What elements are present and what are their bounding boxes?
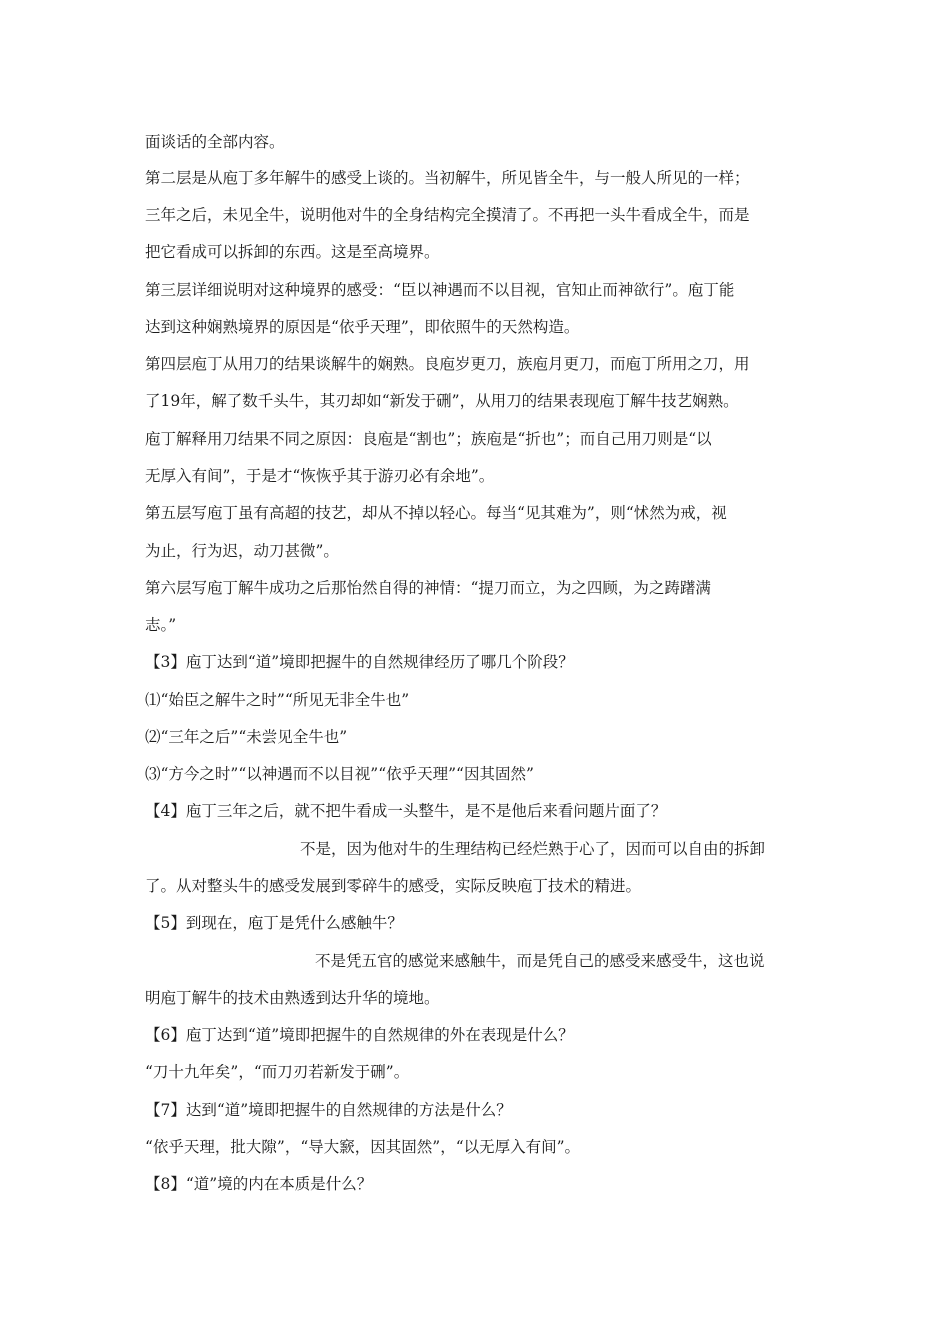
question-heading: 【3】庖丁达到“道”境即把握牛的自然规律经历了哪几个阶段？ bbox=[145, 653, 574, 671]
text-line: ⑴“始臣之解牛之时”“所见无非全牛也” bbox=[145, 691, 410, 709]
text-line: 面谈话的全部内容。 bbox=[145, 133, 285, 151]
answer-line: 了。从对整头牛的感受发展到零碎牛的感受，实际反映庖丁技术的精进。 bbox=[145, 877, 642, 895]
answer-line: 明庖丁解牛的技术由熟透到达升华的境地。 bbox=[145, 989, 440, 1007]
answer-line: “依乎天理，批大隙”，“导大窾，因其固然”，“以无厚入有间”。 bbox=[145, 1138, 581, 1156]
text-line: ⑵“三年之后”“未尝见全牛也” bbox=[145, 728, 348, 746]
text-line: 三年之后，未见全牛，说明他对牛的全身结构完全摸清了。不再把一头牛看成全牛，而是 bbox=[145, 206, 750, 224]
text-line: 第五层写庖丁虽有高超的技艺，却从不掉以轻心。每当“见其难为”，则“怵然为戒，视 bbox=[145, 504, 727, 522]
text-line: 了19年，解了数千头牛，其刃却如“新发于硎”，从用刀的结果表现庖丁解牛技艺娴熟。 bbox=[145, 392, 739, 410]
question-heading: 【4】庖丁三年之后，就不把牛看成一头整牛，是不是他后来看问题片面了？ bbox=[145, 802, 667, 820]
answer-line: “刀十九年矣”，“而刀刃若新发于硎”。 bbox=[145, 1063, 410, 1081]
answer-line: 不是，因为他对牛的生理结构已经烂熟于心了，因而可以自由的拆卸 bbox=[300, 840, 766, 858]
question-heading: 【8】“道”境的内在本质是什么？ bbox=[145, 1175, 373, 1193]
text-line: 第三层详细说明对这种境界的感受：“臣以神遇而不以目视，官知止而神欲行”。庖丁能 bbox=[145, 281, 735, 299]
text-line: 第四层庖丁从用刀的结果谈解牛的娴熟。良庖岁更刀，族庖月更刀，而庖丁所用之刀，用 bbox=[145, 355, 750, 373]
answer-line: 不是凭五官的感觉来感触牛，而是凭自己的感受来感受牛，这也说 bbox=[315, 952, 765, 970]
text-line: 无厚入有间”，于是才“恢恢乎其于游刃必有余地”。 bbox=[145, 467, 495, 485]
text-line: 志。” bbox=[145, 616, 177, 634]
text-line: 第二层是从庖丁多年解牛的感受上谈的。当初解牛，所见皆全牛，与一般人所见的一样； bbox=[145, 169, 750, 187]
question-heading: 【7】达到“道”境即把握牛的自然规律的方法是什么？ bbox=[145, 1101, 512, 1119]
text-line: 把它看成可以拆卸的东西。这是至高境界。 bbox=[145, 243, 440, 261]
text-line: ⑶“方今之时”“以神遇而不以目视”“依乎天理”“因其固然” bbox=[145, 765, 534, 783]
question-heading: 【6】庖丁达到“道”境即把握牛的自然规律的外在表现是什么？ bbox=[145, 1026, 574, 1044]
text-line: 庖丁解释用刀结果不同之原因：良庖是“割也”；族庖是“折也”；而自己用刀则是“以 bbox=[145, 430, 712, 448]
text-line: 为止，行为迟，动刀甚微”。 bbox=[145, 542, 339, 560]
text-line: 达到这种娴熟境界的原因是“依乎天理”，即依照牛的天然构造。 bbox=[145, 318, 580, 336]
question-heading: 【5】到现在，庖丁是凭什么感触牛？ bbox=[145, 914, 403, 932]
text-line: 第六层写庖丁解牛成功之后那怡然自得的神情：“提刀而立，为之四顾，为之踌躇满 bbox=[145, 579, 711, 597]
